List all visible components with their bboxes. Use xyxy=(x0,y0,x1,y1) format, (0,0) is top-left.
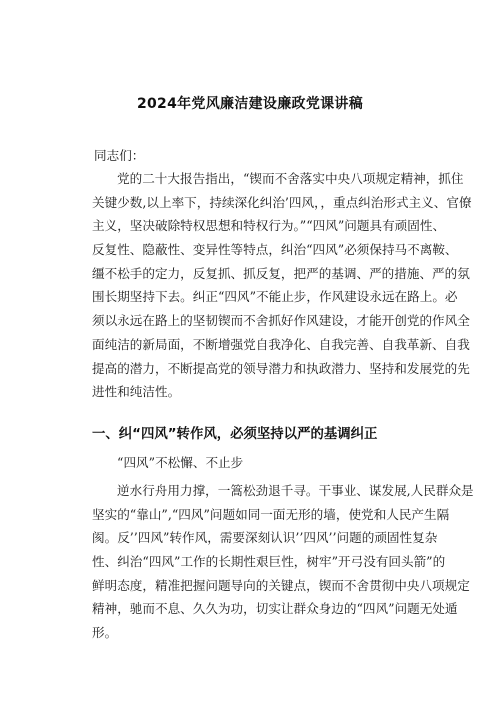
document-title: 2024年党风廉洁建设廉政党课讲稿 xyxy=(136,96,364,112)
paragraph-line: 反复性、隐蔽性、变异性等特点，纠治“四风”必须保持马不离鞍、 xyxy=(92,242,458,258)
paragraph-line: 鲜明态度，精准把握问题导向的关键点，锲而不舍贯彻中央八项规定 xyxy=(92,577,470,593)
greeting-block xyxy=(92,144,414,168)
section-heading: 一、纠“四风”转作风，必须坚持以严的基调纠正 xyxy=(92,427,378,442)
section-subheading: “四风”不松懈、不止步 xyxy=(117,455,244,470)
paragraph-line: 提高的潜力，不断提高党的领导潜力和执政潜力、坚持和发展党的先 xyxy=(92,360,470,376)
paragraph-line: 精神，驰而不息、久久为功，切实让群众身边的“四风”问题无处遁 xyxy=(92,601,458,617)
paragraph-2 xyxy=(92,479,474,645)
paragraph-line: 缰不松手的定力，反复抓、抓反复，把严的基调、严的措施、严的氛 xyxy=(92,265,470,281)
paragraph-line: 围长期坚持下去。纠正“四风”不能止步，作风建设永远在路上。必 xyxy=(92,289,458,305)
paragraph-line: 面纯洁的新局面，不断增强党自我净化、自我完善、自我革新、自我 xyxy=(92,336,470,352)
paragraph-line: 逆水行舟用力撑，一篙松劲退千寻。干事业、谋发展,人民群众是 xyxy=(117,483,474,498)
paragraph-line: 形。 xyxy=(92,625,118,641)
paragraph-line: 阂。反’’四风”转作风，需要深刻认识’’四风’’问题的顽固性复杂 xyxy=(92,530,438,546)
paragraph-line: 性、纠治“四风”工作的长期性艰巨性，树牢”开弓没有回头箭”的 xyxy=(92,554,446,570)
paragraph-line: 主义，坚决破除特权思想和特权行为。”“四风”问题具有顽固性、 xyxy=(92,218,446,234)
paragraph-1 xyxy=(92,167,472,404)
paragraph-line: 坚实的“靠山”,“四风”问题如同一面无形的墙，使党和人民产生隔 xyxy=(92,506,450,522)
paragraph-line: 党的二十大报告指出，“锲而不舍落实中央八项规定精神，抓住 xyxy=(117,171,464,186)
paragraph-line: 进性和纯洁性。 xyxy=(92,384,181,400)
paragraph-line: 关键少数,以上率下，持续深化纠治’四风，，重点纠治形式主义、官僚 xyxy=(92,194,472,210)
paragraph-line: 须以永远在路上的坚韧锲而不舍抓好作风建设，才能开创党的作风全 xyxy=(92,313,470,329)
greeting: 同志们： xyxy=(94,148,145,163)
